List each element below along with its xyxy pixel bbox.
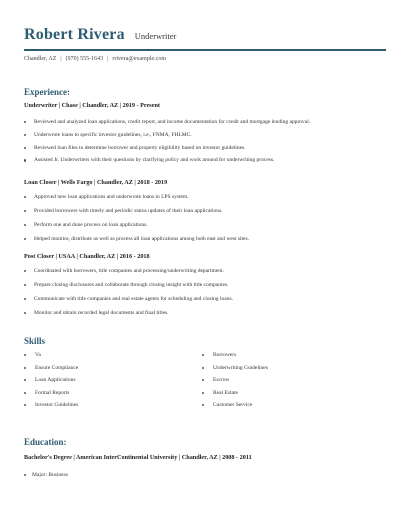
list-item: Underwrote loans to specific investor guidelines, i.e., FNMA, FHLMC. [24, 132, 386, 139]
list-item: Provided borrowers with timely and periodic status updates of their loan applications. [24, 208, 386, 215]
experience-heading: Experience: [24, 87, 70, 97]
candidate-name: Robert Rivera [24, 26, 125, 43]
list-item: Prepare closing disclosures and collaborate through closing insight with title companies. [24, 282, 386, 289]
skill-item: Formal Reports [24, 390, 78, 403]
skill-item: Loan Applications [24, 377, 78, 390]
contact-line [24, 56, 166, 62]
candidate-title: Underwriter [134, 31, 177, 41]
list-item: Approved new loan applications and underwrote loans in LPS system. [24, 194, 386, 201]
list-item: Helped monitor, distribute as well as process all loan applications among both east and west sites. [24, 236, 386, 243]
list-item: Monitor and obtain recorded legal documents and final titles. [24, 310, 386, 317]
job-bullets [24, 268, 386, 317]
skill-item: Real Estate [202, 390, 268, 403]
list-item: Major: Business [24, 472, 68, 478]
skills-list-right [202, 352, 268, 415]
skill-item: Va [24, 352, 78, 365]
list-item: Coordinated with borrowers, title companies and processing/underwriting department. [24, 268, 386, 275]
skill-item: Investor Guidelines [24, 402, 78, 415]
contact-email[interactable]: rrivera@example.com [112, 56, 166, 62]
skill-item: Customer Service [202, 402, 268, 415]
job-title-line: Post Closer | USAA | Chandler, AZ | 2016 - 2018 [24, 253, 150, 260]
list-item: Reviewed and analyzed loan applications, credit report, and income documentation for credit and mortgage lending approval. [24, 119, 386, 126]
skill-item: Ensure Compliance [24, 365, 78, 378]
job-bullets [24, 194, 386, 243]
resume-header [24, 26, 176, 44]
skills-heading: Skills [24, 336, 46, 346]
degree-line: Bachelor's Degree | American InterContinental University | Chandler, AZ | 2008 - 2011 [24, 454, 252, 461]
contact-separator: | [107, 56, 109, 62]
contact-location: Chandler, AZ [24, 56, 57, 62]
education-details [24, 472, 68, 478]
job-bullets [24, 119, 386, 164]
header-divider [24, 49, 386, 51]
skill-item: Underwriting Guidelines [202, 365, 268, 378]
education-heading: Education: [24, 437, 67, 447]
contact-phone: (970) 555-1643 [65, 56, 104, 62]
job-title-line: Loan Closer | Wells Fargo | Chandler, AZ | 2018 - 2019 [24, 179, 168, 186]
contact-separator: | [60, 56, 62, 62]
list-item: Reviewed loan files to determine borrower and property eligibility based on investor guidelines. [24, 145, 386, 152]
job-title-line: Underwriter | Chase | Chandler, AZ | 2019 - Present [24, 102, 160, 109]
list-item: Perform one and done process on loan applications. [24, 222, 386, 229]
skill-item: Borrowers [202, 352, 268, 365]
skill-item: Escrow [202, 377, 268, 390]
skills-list-left [24, 352, 78, 415]
list-item: Assisted Jr. Underwriters with their questions by clarifying policy and work around for underwriting process. [24, 157, 386, 164]
list-item: Communicate with title companies and real estate agents for scheduling and closing loans. [24, 296, 386, 303]
